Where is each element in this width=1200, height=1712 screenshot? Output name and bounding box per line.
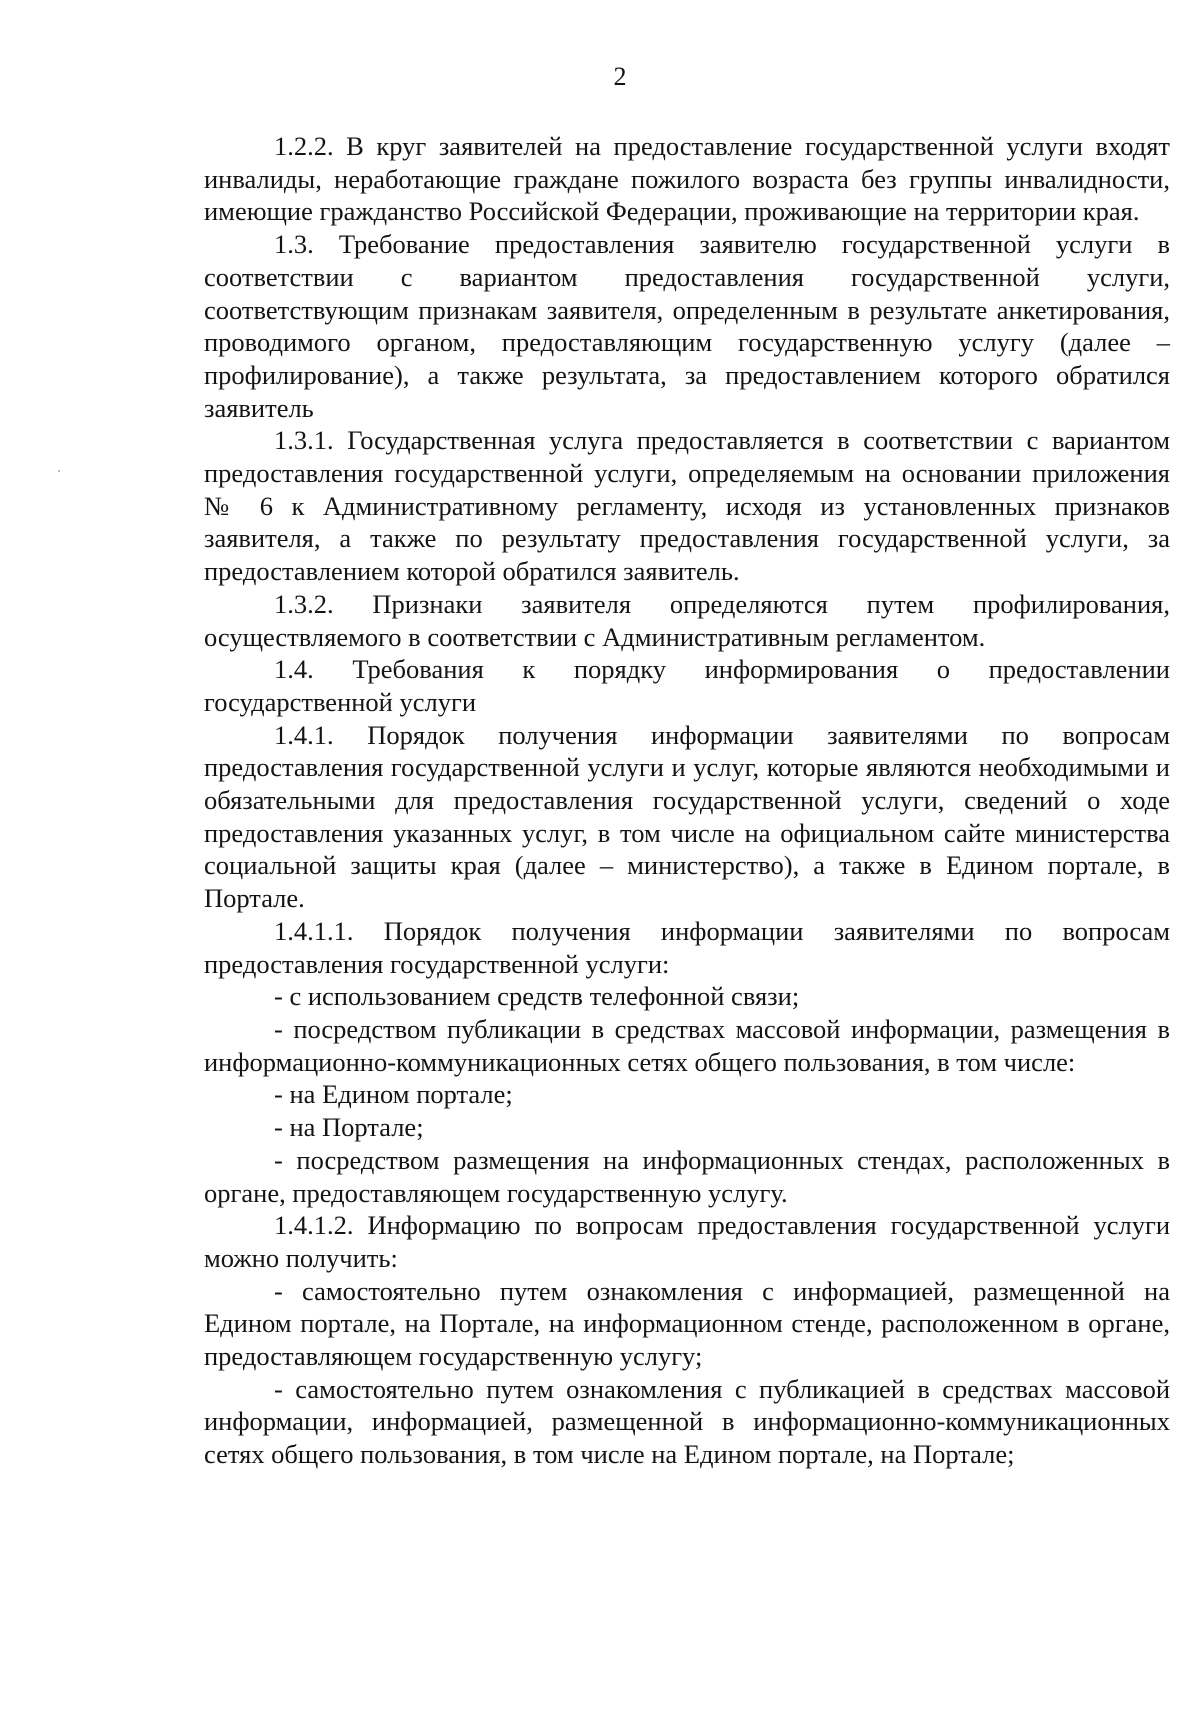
paragraph-1-4-1: 1.4.1. Порядок получения информации заявителями по вопросам предоставления государственной услуги и услуг, которые являются необходимыми и обязательными для предоставления государственной услуги, сведений о ходе предоставления указанных услуг, в том числе на официальном сайте министерства социальной защиты края (далее – министерство), а также в Едином портале, в Портале.	[204, 719, 1170, 914]
list-item-self-info: - самостоятельно путем ознакомления с информацией, размещенной на Едином портале, на Портале, на информационном стенде, расположенном в органе, предоставляющем государственную услугу;	[204, 1275, 1170, 1372]
paragraph-1-3-1: 1.3.1. Государственная услуга предоставляется в соответствии с вариантом предоставления государственной услуги, определяемым на основании приложения № 6 к Административному регламенту, исходя из установленных признаков заявителя, а также по результату предоставления государственной услуги, за предоставлением которой обратился заявитель.	[204, 425, 1170, 587]
list-item-stands: - посредством размещения на информационных стендах, расположенных в органе, предоставляющем государственную услугу.	[204, 1144, 1170, 1208]
paragraph-1-3: 1.3. Требование предоставления заявителю государственной услуги в соответствии с вариантом предоставления государственной услуги, соответствующим признакам заявителя, определенным в результате анкетирования, проводимого органом, предоставляющим государственную услугу (далее – профилирование), а также результата, за предоставлением которого обратился заявитель	[204, 229, 1170, 423]
list-item-phone: - с использованием средств телефонной связи;	[274, 981, 800, 1012]
scan-speck	[58, 470, 60, 472]
paragraph-1-4-1-1: 1.4.1.1. Порядок получения информации заявителями по вопросам предоставления государственной услуги:	[204, 915, 1170, 979]
list-item-media: - посредством публикации в средствах массовой информации, размещения в информационно-коммуникационных сетях общего пользования, в том числе:	[204, 1013, 1170, 1077]
list-item-unified-portal: - на Едином портале;	[274, 1079, 513, 1110]
paragraph-1-4-1-2: 1.4.1.2. Информацию по вопросам предоставления государственной услуги можно получить:	[204, 1210, 1170, 1273]
paragraph-1-2-2: 1.2.2. В круг заявителей на предоставление государственной услуги входят инвалиды, неработающие граждане пожилого возраста без группы инвалидности, имеющие гражданство Российской Федерации, проживающие на территории края.	[204, 131, 1170, 227]
list-item-self-publication: - самостоятельно путем ознакомления с публикацией в средствах массовой информации, информацией, размещенной в информационно-коммуникационных сетях общего пользования, в том числе на Едином портале, на Портале;	[204, 1373, 1170, 1470]
list-item-portal: - на Портале;	[274, 1112, 424, 1143]
page-number: 2	[613, 62, 627, 91]
paragraph-1-4: 1.4. Требования к порядку информирования о предоставлении государственной услуги	[204, 654, 1170, 717]
paragraph-1-3-2: 1.3.2. Признаки заявителя определяются путем профилирования, осуществляемого в соответствии с Административным регламентом.	[204, 588, 1170, 652]
document-body	[204, 130, 1170, 1471]
